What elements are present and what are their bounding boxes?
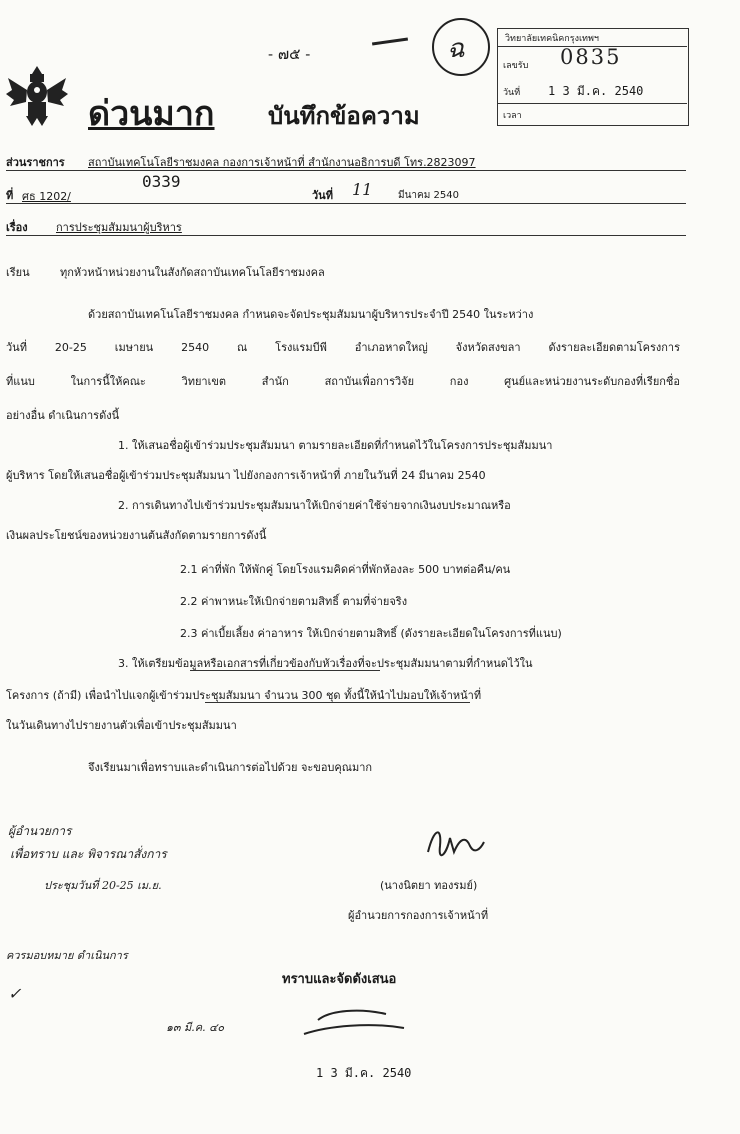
sub-item-2-1: 2.1 ค่าที่พัก ให้พักคู่ โดยโรงแรมคิดค่าที่พักห้องละ 500 บาทต่อคืน/คน (180, 563, 511, 576)
stamp-no-value: 0835 (560, 45, 622, 69)
to-label: เรียน (6, 266, 30, 279)
garuda-emblem-icon (6, 64, 68, 128)
ref-prefix: ศธ 1202/ (22, 190, 71, 203)
item1-line-1: 1. ให้เสนอชื่อผู้เข้าร่วมประชุมสัมมนา ตามรายละเอียดที่กำหนดไว้ในโครงการประชุมสัมมนา (118, 439, 553, 452)
p1-line-2: วันที่ 20-25 เมษายน 2540 ณ โรงแรมบีพี อำเภอหาดใหญ่ จังหวัดสงขลา ดังรายละเอียดตามโครงการ (6, 341, 680, 354)
subject-value: การประชุมสัมมนาผู้บริหาร (56, 221, 182, 234)
stamp-time-label: เวลา (503, 111, 522, 121)
handnote-date: ๑๓ มี.ค. ๔๐ (166, 1021, 225, 1034)
circle-mark-text: ฉ (447, 34, 465, 64)
date-day: 11 (352, 180, 373, 199)
pen-stroke (372, 38, 408, 46)
closing-text: จึงเรียนมาเพื่อทราบและดำเนินการต่อไปด้วย จะขอบคุณมาก (88, 761, 373, 774)
item3-line-3: ในวันเดินทางไปรายงานตัวเพื่อเข้าประชุมสัมมนา (6, 719, 237, 732)
stamp-date-value: 1 3 มี.ค. 2540 (548, 84, 644, 98)
handnote-2: เพื่อทราบ และ พิจารณาสั่งการ (10, 847, 167, 861)
ack-text: ทราบและจัดดังเสนอ (282, 972, 397, 987)
p1-line-4: อย่างอื่น ดำเนินการดังนี้ (6, 409, 120, 422)
item2-line-2: เงินผลประโยชน์ของหน่วยงานต้นสังกัดตามรายการดังนี้ (6, 529, 267, 542)
stamp-no-label: เลขรับ (503, 61, 529, 71)
signer-position: ผู้อำนวยการกองการเจ้าหน้าที่ (348, 909, 489, 922)
p1-line-1: ด้วยสถาบันเทคโนโลยีราชมงคล กำหนดจะจัดประชุมสัมมนาผู้บริหารประจำปี 2540 ในระหว่าง (88, 308, 534, 321)
signature-mark (420, 822, 490, 866)
item2-line-1: 2. การเดินทางไปเข้าร่วมประชุมสัมมนาให้เบิกจ่ายค่าใช้จ่ายจากเงินงบประมาณหรือ (118, 499, 511, 512)
agency-label: ส่วนราชการ (6, 156, 65, 169)
item3-line-2: โครงการ (ถ้ามี) เพื่อนำไปแจกผู้เข้าร่วมประชุมสัมมนา จำนวน 300 ชุด ทั้งนี้ให้นำไปมอบให้เจ้าหน้าที่ (6, 689, 482, 702)
urgent-label: ด่วนมาก (88, 94, 215, 134)
sub-item-2-3: 2.3 ค่าเบี้ยเลี้ยง ค่าอาหาร ให้เบิกจ่ายตามสิทธิ์ (ดังรายละเอียดในโครงการที่แนบ) (180, 627, 562, 640)
handnote-1: ผู้อำนวยการ (8, 824, 72, 838)
to-value: ทุกหัวหน้าหน่วยงานในสังกัดสถาบันเทคโนโลยีราชมงคล (60, 266, 325, 279)
date-rest: มีนาคม 2540 (398, 190, 459, 201)
document-title: บันทึกข้อความ (268, 101, 420, 130)
p1-line-3: ที่แนบ ในการนี้ให้คณะ วิทยาเขต สำนัก สถาบันเพื่อการวิจัย กอง ศูนย์และหน่วยงานระดับกองที่เรียกชื่อ (6, 375, 680, 388)
subject-label: เรื่อง (6, 221, 28, 234)
handnote-4: ควรมอบหมาย ดำเนินการ (6, 949, 128, 962)
page-number: - ๗๕ - (268, 45, 311, 63)
date-label: วันที่ (312, 189, 333, 202)
ack-date-stamp: 1 3 มี.ค. 2540 (316, 1066, 412, 1080)
signer-name: (นางนิตยา ทองรมย์) (380, 879, 478, 892)
handnote-checkmark: ✓ (8, 984, 22, 1003)
ref-number: 0339 (142, 172, 181, 191)
sub-item-2-2: 2.2 ค่าพาหนะให้เบิกจ่ายตามสิทธิ์ ตามที่จ่ายจริง (180, 595, 408, 608)
stamp-org: วิทยาลัยเทคนิคกรุงเทพฯ (505, 34, 599, 44)
item3-line-1: 3. ให้เตรียมข้อมูลหรือเอกสารที่เกี่ยวข้องกับหัวเรื่องที่จะประชุมสัมมนาตามที่กำหนดไว้ใน (118, 657, 533, 670)
item1-line-2: ผู้บริหาร โดยให้เสนอชื่อผู้เข้าร่วมประชุมสัมมนา ไปยังกองการเจ้าหน้าที่ ภายในวันที่ 24 มีนาคม 2540 (6, 469, 486, 482)
ack-signature-mark (300, 1006, 410, 1046)
agency-value: สถาบันเทคโนโลยีราชมงคล กองการเจ้าหน้าที่ สำนักงานอธิการบดี โทร.2823097 (88, 156, 476, 169)
handnote-3: ประชุมวันที่ 20-25 เม.ย. (44, 879, 162, 892)
stamp-date-label: วันที่ (503, 88, 521, 98)
ref-label: ที่ (6, 189, 14, 202)
